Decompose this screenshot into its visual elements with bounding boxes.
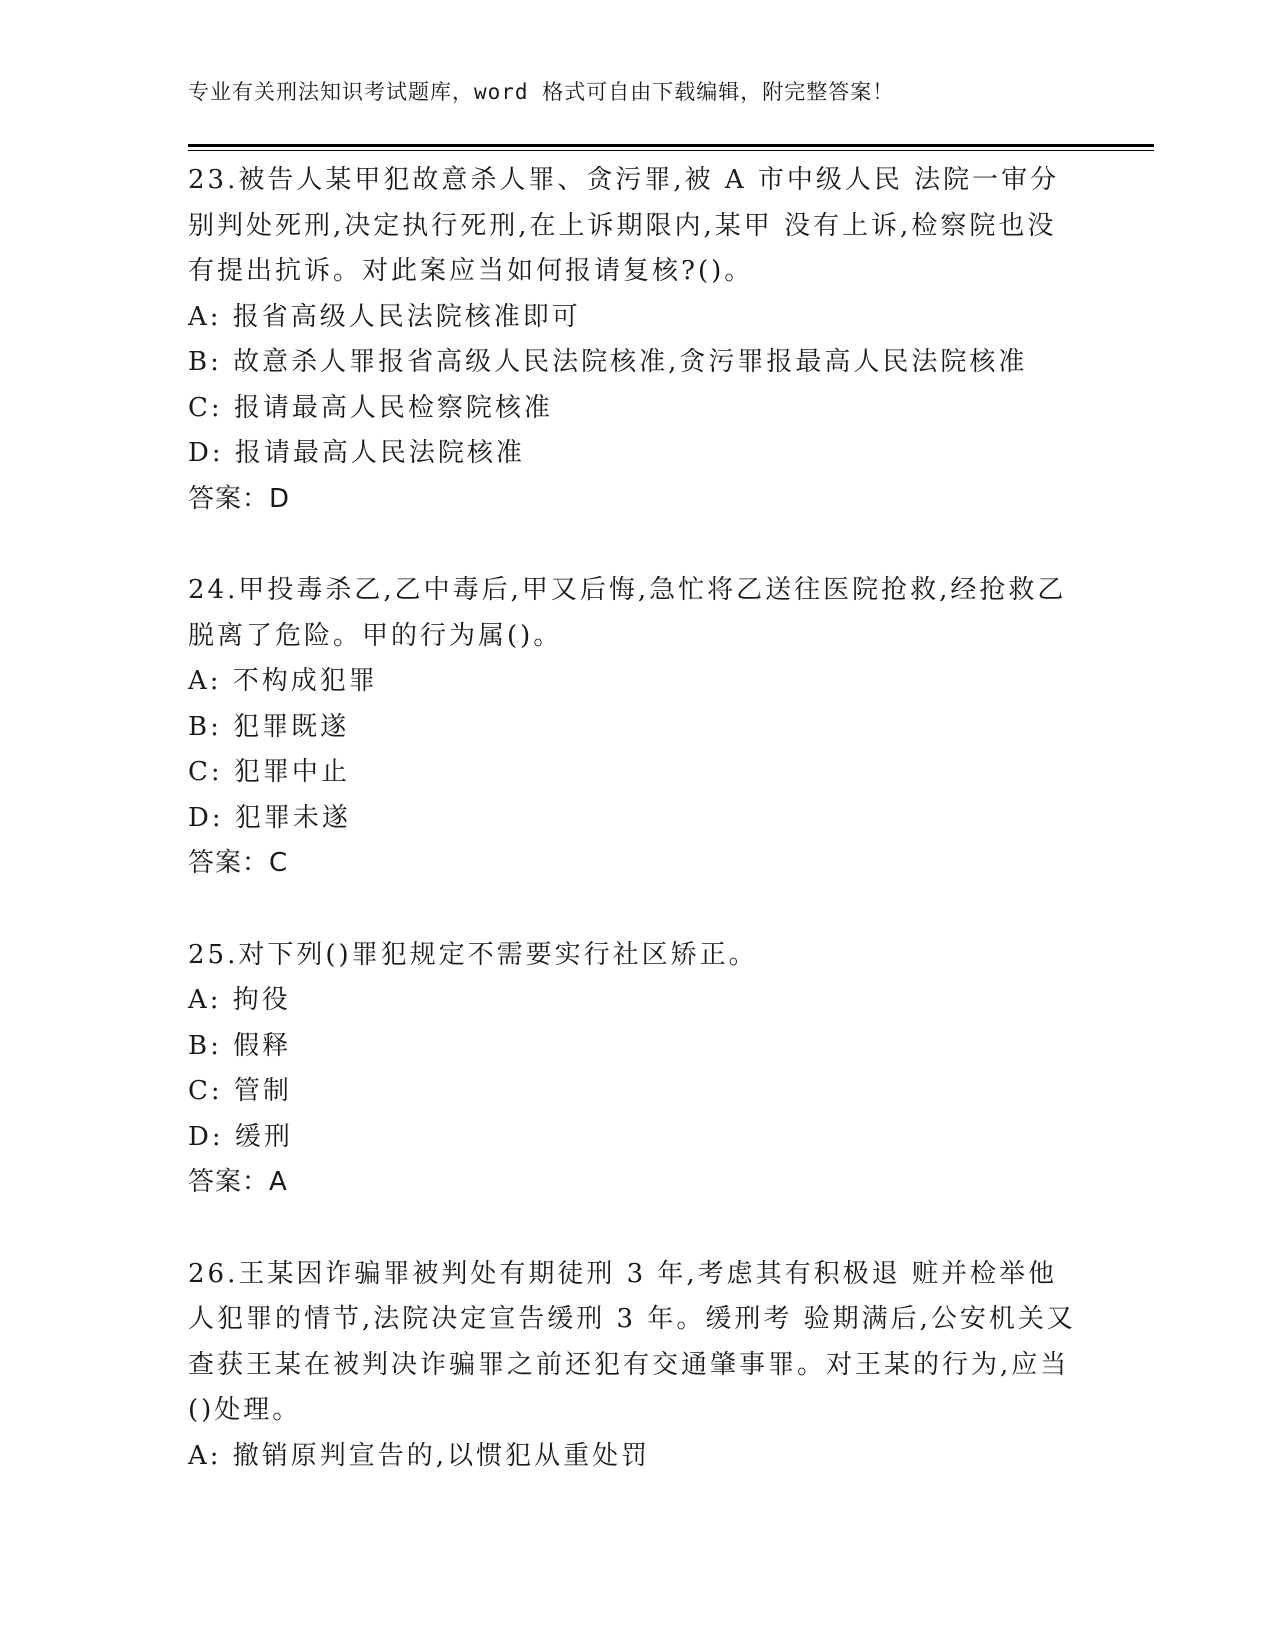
question-26: [188, 1252, 1078, 1480]
question-24: [188, 568, 1078, 887]
option-d: D: 缓刑: [188, 1121, 293, 1152]
spacer: [188, 522, 1078, 568]
option-a: A: 拘役: [188, 985, 291, 1015]
option-c: C: 报请最高人民检察院核准: [188, 392, 553, 423]
spacer: [188, 887, 1078, 933]
question-23: [188, 158, 1078, 522]
option-a: A: 撤销原判宣告的,以惯犯从重处罚: [188, 1440, 651, 1471]
question-stem: 23.被告人某甲犯故意杀人罪、贪污罪,被 A 市中级人民 法院一审分别判处死刑,决定执行死刑,在上诉期限内,某甲 没有上诉,检察院也没有提出抗诉。对此案应当如何报请复核?()。: [188, 165, 1060, 286]
page-header: 专业有关刑法知识考试题库，word 格式可自由下载编辑，附完整答案！: [188, 80, 895, 104]
option-d: D: 报请最高人民法院核准: [188, 438, 525, 468]
option-b: B: 假释: [188, 1030, 292, 1061]
question-stem: 25.对下列()罪犯规定不需要实行社区矫正。: [188, 939, 758, 970]
option-a: A: 报省高级人民法院核准即可: [188, 301, 581, 332]
option-c: C: 管制: [188, 1076, 292, 1106]
answer: 答案：C: [188, 848, 289, 878]
option-a: A: 不构成犯罪: [188, 666, 378, 696]
question-stem: 26.王某因诈骗罪被判处有期徒刑 3 年,考虑其有积极退 赃并检举他人犯罪的情节,法院决定宣告缓刑 3 年。缓刑考 验期满后,公安机关又查获王某在被判决诈骗罪之前还犯有交通肇事罪。对王某的行为,应当()处理。: [188, 1258, 1076, 1425]
answer: 答案：D: [188, 483, 291, 514]
question-25: [188, 933, 1078, 1206]
header-rule-thin: [188, 150, 1154, 151]
option-d: D: 犯罪未遂: [188, 802, 351, 833]
option-c: C: 犯罪中止: [188, 757, 350, 787]
answer: 答案：A: [188, 1167, 288, 1197]
question-stem: 24.甲投毒杀乙,乙中毒后,甲又后悔,急忙将乙送往医院抢救,经抢救乙脱离了危险。甲的行为属()。: [188, 575, 1067, 651]
option-b: B: 犯罪既遂: [188, 711, 350, 742]
question-list: [188, 158, 1078, 1479]
header-rule-thick: [188, 144, 1154, 147]
option-b: B: 故意杀人罪报省高级人民法院核准,贪污罪报最高人民法院核准: [188, 347, 1028, 377]
spacer: [188, 1206, 1078, 1252]
